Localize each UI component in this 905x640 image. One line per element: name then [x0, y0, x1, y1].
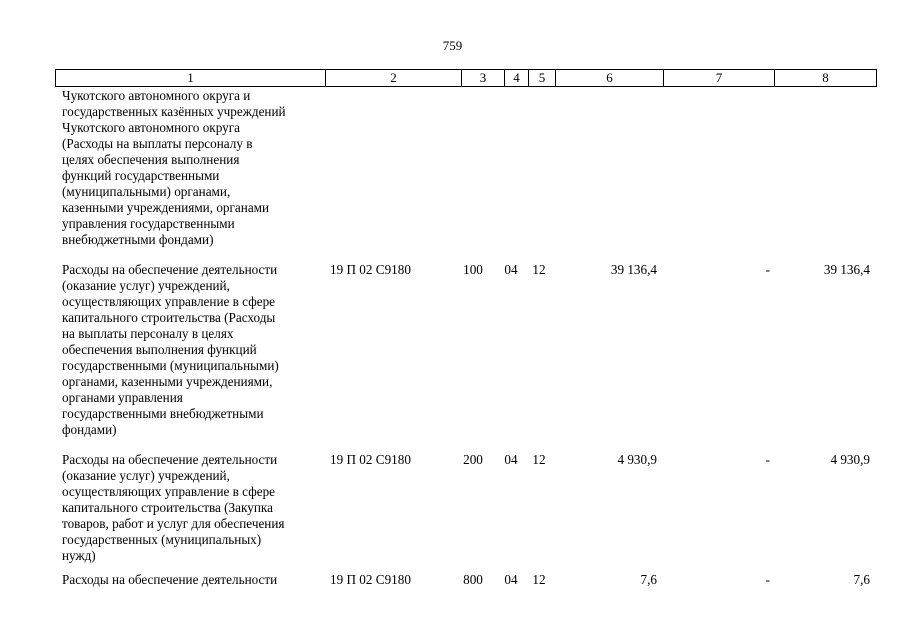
- row-description: [62, 452, 327, 564]
- row-rz: 04: [504, 452, 518, 467]
- row-sum-col7: -: [765, 572, 770, 587]
- header-col-3: 3: [462, 70, 505, 86]
- row-vr: 100: [463, 262, 483, 277]
- row-description: [62, 572, 327, 588]
- description-line: осуществляющих управление в сфере: [62, 294, 276, 309]
- description-line: государственных (муниципальных): [62, 532, 262, 547]
- description-line: функций государственными: [62, 168, 220, 183]
- description-line: (оказание услуг) учреждений,: [62, 278, 230, 293]
- row-description: [62, 88, 327, 248]
- description-line: Расходы на обеспечение деятельности: [62, 262, 278, 277]
- row-vr: 800: [463, 572, 483, 587]
- description-line: товаров, работ и услуг для обеспечения: [62, 516, 285, 531]
- header-col-7: 7: [664, 70, 775, 86]
- header-col-5: 5: [529, 70, 556, 86]
- description-line: Расходы на обеспечение деятельности: [62, 572, 278, 587]
- description-line: Чукотского автономного округа: [62, 120, 240, 135]
- row-vr: 200: [463, 452, 483, 467]
- row-sum-col8: 7,6: [853, 572, 870, 587]
- description-line: государственных казённых учреждений: [62, 104, 286, 119]
- row-sum-col7: -: [765, 262, 770, 277]
- row-sum-col6: 4 930,9: [617, 452, 657, 467]
- row-sum-col8: 4 930,9: [830, 452, 870, 467]
- row-sum-col7: -: [765, 452, 770, 467]
- description-line: (Расходы на выплаты персоналу в: [62, 136, 253, 151]
- row-sum-col8: 39 136,4: [823, 262, 870, 277]
- description-line: капитального строительства (Расходы: [62, 310, 276, 325]
- row-pr: 12: [532, 262, 546, 277]
- description-line: Чукотского автономного округа и: [62, 88, 251, 103]
- description-line: органами управления: [62, 390, 183, 405]
- description-line: казенными учреждениями, органами: [62, 200, 270, 215]
- row-sum-col6: 39 136,4: [610, 262, 657, 277]
- description-line: Расходы на обеспечение деятельности: [62, 452, 278, 467]
- page-number: 759: [442, 38, 463, 53]
- row-pr: 12: [532, 452, 546, 467]
- description-line: обеспечения выполнения функций: [62, 342, 257, 357]
- description-line: целях обеспечения выполнения: [62, 152, 240, 167]
- description-line: осуществляющих управление в сфере: [62, 484, 276, 499]
- description-line: государственными внебюджетными: [62, 406, 264, 421]
- header-col-6: 6: [556, 70, 664, 86]
- row-pr: 12: [532, 572, 546, 587]
- table-header-row: [55, 69, 877, 87]
- row-rz: 04: [504, 572, 518, 587]
- header-col-1: 1: [56, 70, 326, 86]
- header-col-4: 4: [505, 70, 529, 86]
- row-code: 19 П 02 С9180: [330, 262, 411, 277]
- description-line: (муниципальными) органами,: [62, 184, 231, 199]
- description-line: органами, казенными учреждениями,: [62, 374, 273, 389]
- description-line: нужд): [62, 548, 96, 563]
- header-col-8: 8: [775, 70, 877, 86]
- description-line: капитального строительства (Закупка: [62, 500, 273, 515]
- description-line: управления государственными: [62, 216, 235, 231]
- row-code: 19 П 02 С9180: [330, 572, 411, 587]
- description-line: фондами): [62, 422, 117, 437]
- row-rz: 04: [504, 262, 518, 277]
- description-line: на выплаты персоналу в целях: [62, 326, 234, 341]
- header-col-2: 2: [326, 70, 462, 86]
- row-sum-col6: 7,6: [640, 572, 657, 587]
- description-line: государственными (муниципальными): [62, 358, 279, 373]
- description-line: (оказание услуг) учреждений,: [62, 468, 230, 483]
- description-line: внебюджетными фондами): [62, 232, 214, 247]
- row-code: 19 П 02 С9180: [330, 452, 411, 467]
- row-description: [62, 262, 327, 438]
